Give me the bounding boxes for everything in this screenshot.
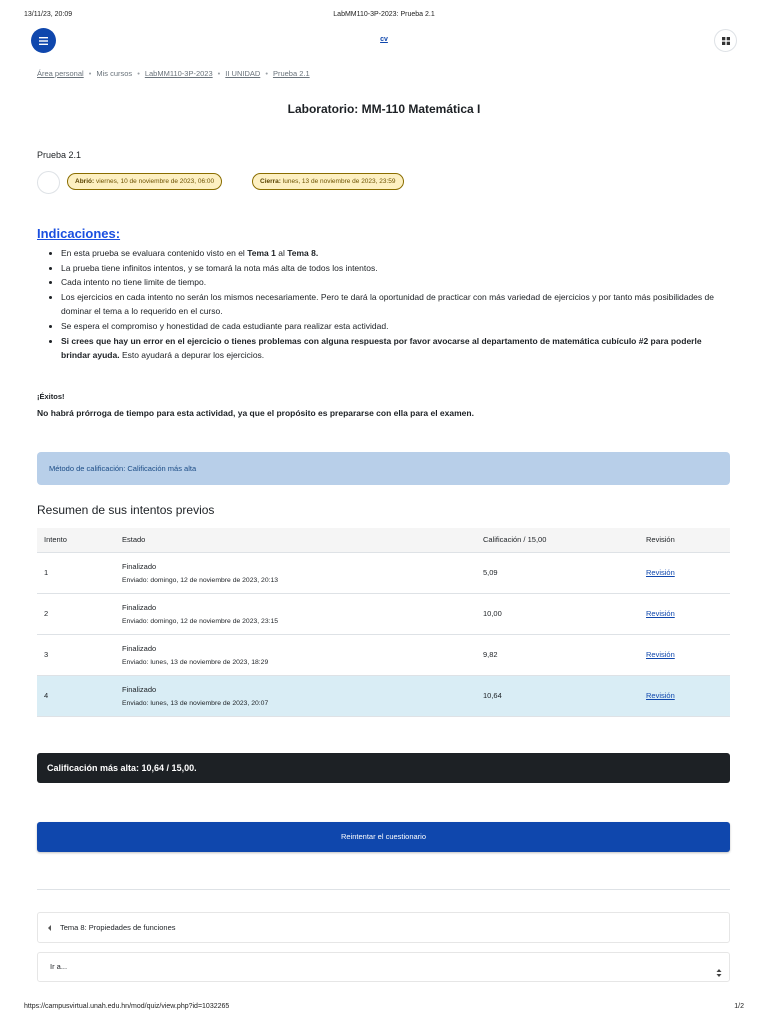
print-header [24, 11, 744, 21]
grid-icon [722, 32, 730, 50]
review-link[interactable]: Revisión [646, 691, 675, 700]
attempt-number: 3 [37, 634, 115, 675]
previous-activity-label: Tema 8: Propiedades de funciones [60, 923, 176, 932]
item-bold: Tema 1 [247, 248, 276, 258]
retry-quiz-button[interactable]: Reintentar el cuestionario [37, 822, 730, 852]
attempt-state-cell [115, 552, 476, 593]
item-text: En esta prueba se evaluara contenido visto en el [61, 248, 248, 258]
indicaciones-list [37, 246, 727, 363]
attempt-submitted: Enviado: domingo, 12 de noviembre de 2023, 20:13 [122, 576, 279, 584]
review-cell [639, 675, 730, 716]
attempt-grade: 5,09 [476, 552, 639, 593]
print-page-number: 1/2 [734, 1003, 744, 1010]
list-item: La prueba tiene infinitos intentos, y se tomará la nota más alta de todos los intentos. [37, 261, 727, 276]
table-header-row [37, 528, 730, 552]
indicaciones-title: Indicaciones: [37, 226, 121, 241]
header-calificacion: Calificación / 15,00 [476, 528, 639, 552]
breadcrumb-separator: • [137, 69, 140, 78]
completion-status-circle [37, 171, 60, 194]
item-bold: Si crees que hay un error en el ejercicio o tienes problemas con alguna respuesta por favor avocarse al departamento de matemática cubículo #2 para poderle brindar ayuda. [61, 335, 702, 361]
attempt-state-cell [115, 593, 476, 634]
opened-label: Abrió: [75, 178, 95, 185]
list-item: Los ejercicios en cada intento no serán los mismos necesariamente. Pero te dará la oportunidad de practicar con más variedad de ejercicios y por tanto más posibilidades de dominar el tema a lo requerido en el curso. [37, 290, 727, 319]
print-datetime: 13/11/23, 20:09 [24, 11, 73, 18]
attempt-grade: 10,64 [476, 675, 639, 716]
attempt-state-cell [115, 675, 476, 716]
breadcrumb-separator: • [265, 69, 268, 78]
review-link[interactable]: Revisión [646, 609, 675, 618]
breadcrumb-mis-cursos: Mis cursos [96, 69, 133, 78]
attempt-state: Finalizado [122, 561, 157, 571]
closes-date-badge [252, 173, 404, 190]
header-revision: Revisión [639, 528, 730, 552]
table-row [37, 552, 730, 593]
chevron-left-icon [48, 925, 51, 931]
breadcrumb-course[interactable]: LabMM110-3P-2023 [144, 69, 213, 78]
breadcrumb-quiz[interactable]: Prueba 2.1 [272, 69, 310, 78]
table-row [37, 634, 730, 675]
review-link[interactable]: Revisión [646, 650, 675, 659]
divider [37, 889, 730, 890]
attempts-table [37, 528, 730, 717]
print-title: LabMM110-3P-2023: Prueba 2.1 [333, 11, 435, 18]
attempt-state-cell [115, 634, 476, 675]
opened-value: viernes, 10 de noviembre de 2023, 06:00 [95, 178, 215, 185]
list-item: Cada intento no tiene limite de tiempo. [37, 275, 727, 290]
quiz-name: Prueba 2.1 [37, 150, 82, 160]
grading-method-box: Método de calificación: Calificación más alta [37, 452, 730, 485]
attempt-state: Finalizado [122, 602, 157, 612]
exitos-text: ¡Éxitos! [37, 392, 65, 401]
closes-label: Cierra: [260, 178, 281, 185]
breadcrumb [37, 69, 310, 78]
select-arrows-icon [716, 962, 722, 972]
header-estado: Estado [115, 528, 476, 552]
apps-button[interactable] [714, 29, 737, 52]
prorroga-text: No habrá prórroga de tiempo para esta actividad, ya que el propósito es prepararse con ella para el examen. [37, 408, 474, 418]
attempts-summary-title: Resumen de sus intentos previos [37, 503, 215, 517]
review-cell [639, 552, 730, 593]
previous-activity-link[interactable] [37, 912, 730, 943]
attempt-state: Finalizado [122, 643, 157, 653]
review-cell [639, 634, 730, 675]
jump-to-select[interactable] [37, 952, 730, 982]
best-grade-banner: Calificación más alta: 10,64 / 15,00. [37, 753, 730, 783]
print-url: https://campusvirtual.unah.edu.hn/mod/quiz/view.php?id=1032265 [24, 1003, 230, 1010]
attempt-number: 2 [37, 593, 115, 634]
list-item [37, 334, 727, 363]
review-cell [639, 593, 730, 634]
breadcrumb-separator: • [88, 69, 92, 78]
breadcrumb-separator: • [217, 69, 221, 78]
top-navbar [28, 28, 740, 54]
closes-value: lunes, 13 de noviembre de 2023, 23:59 [282, 178, 396, 185]
attempt-number: 4 [37, 675, 115, 716]
jump-to-value: Ir a... [50, 962, 68, 971]
item-bold: Tema 8. [287, 248, 319, 258]
list-item: Se espera el compromiso y honestidad de cada estudiante para realizar esta actividad. [37, 319, 727, 334]
item-text: al [275, 248, 288, 258]
attempt-submitted: Enviado: lunes, 13 de noviembre de 2023, 20:07 [122, 699, 269, 707]
breadcrumb-unit[interactable]: II UNIDAD [225, 69, 261, 78]
table-row-best [37, 675, 730, 716]
attempt-grade: 10,00 [476, 593, 639, 634]
page-title: Laboratorio: MM-110 Matemática I [287, 102, 481, 116]
attempt-submitted: Enviado: lunes, 13 de noviembre de 2023, 18:29 [122, 658, 269, 666]
item-text: Esto ayudará a depurar los ejercicios. [119, 350, 265, 361]
review-link[interactable]: Revisión [646, 568, 675, 577]
print-footer [24, 1003, 744, 1013]
attempt-number: 1 [37, 552, 115, 593]
attempt-grade: 9,82 [476, 634, 639, 675]
attempt-submitted: Enviado: domingo, 12 de noviembre de 2023, 23:15 [122, 617, 279, 625]
breadcrumb-area-personal[interactable]: Área personal [37, 69, 84, 78]
opened-date-badge [67, 173, 222, 190]
site-logo-link[interactable]: cv [380, 36, 388, 43]
list-item [37, 246, 727, 261]
header-intento: Intento [37, 528, 115, 552]
table-row [37, 593, 730, 634]
attempt-state: Finalizado [122, 684, 157, 694]
